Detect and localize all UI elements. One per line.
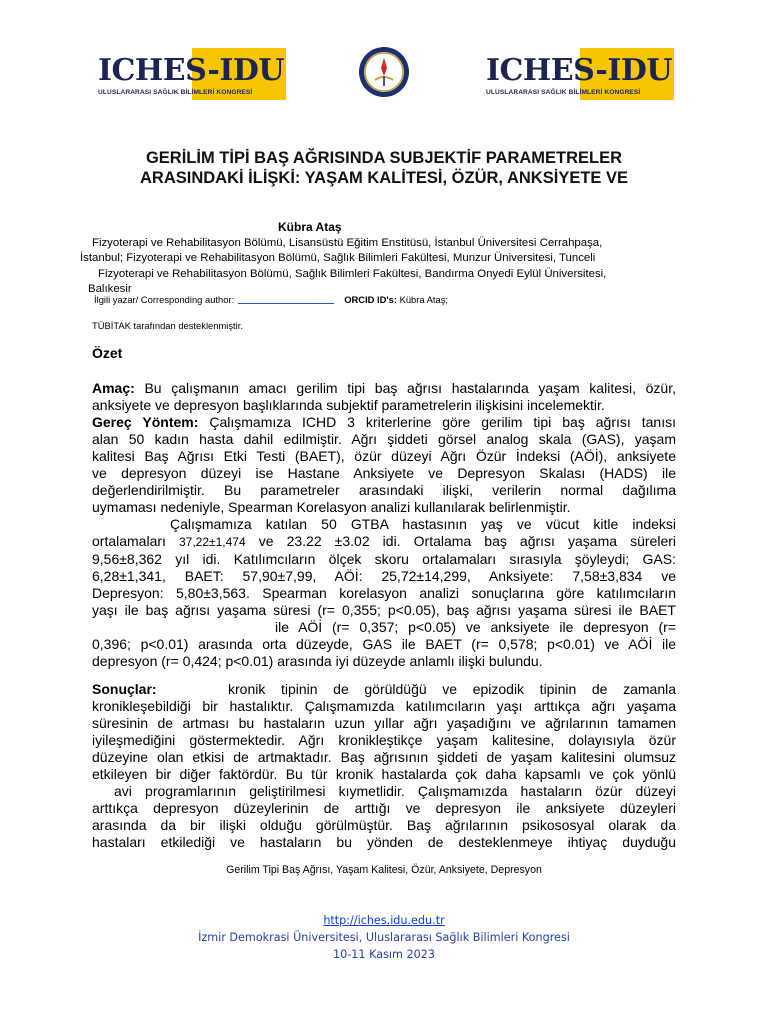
conclusions-text: kronik tipinin de görüldüğü ve epizodik tipinin de zamanla [228,681,676,697]
conclusions-text: kronikleşebildiği bir hastalıktır. Çalışmamızda katılımcıların yaşı arttıkça ağrı yaşama [92,698,676,714]
results-text: Çalışmamıza katılan 50 GTBA hastasının yaş ve vücut kitle indeksi [170,516,676,532]
logo-wordmark: ICHES-IDU [486,53,673,88]
conclusions-text: iyileşmediğini göstermektedir. Ağrı kronikleştikçe yaşam kalitesine, dolayısıyla özür [92,732,676,748]
results-text: yaşı ile baş ağrısı yaşama süresi (r= 0,355; p<0.05), baş ağrısı yaşama süresi ile BAET [92,602,676,618]
logo-subtitle: ULUSLARARASI SAĞLIK BİLİMLERİ KONGRESİ [486,89,641,96]
results-age-value: 37,22±1,474 [179,535,246,549]
abstract-aim-method [92,380,676,516]
aim-text: Bu çalışmanın amacı gerilim tipi baş ağrısı hastalarında yaşam kalitesi, özür, [134,380,676,396]
orcid-value: Kübra Ataş; [399,294,449,305]
author-name: Kübra Ataş [278,220,342,234]
abstract-heading: Özet [92,345,123,361]
abstract-results [92,516,676,670]
conclusions-text: hastaları etkilediği ve hastaların bu yönden de desteklenmeye ihtiyaç duyduğu [92,834,676,850]
results-text: 6,28±1,341, BAET: 57,90±7,99, AÖİ: 25,72±14,299, Anksiyete: 7,58±3,834 ve [92,568,676,584]
corresponding-label: İlgili yazar/ Corresponding author: [94,294,235,305]
results-text: Depresyon: 5,80±3,563. Spearman korelasyon analizi sonuçlarına göre katılımcıların [92,585,676,601]
orcid-label: ORCID ID's: [344,294,397,305]
results-text: ile AÖİ (r= 0,357; p<0.05) ve anksiyete ile depresyon (r= [275,619,676,635]
method-label: Gereç Yöntem: [92,414,199,430]
conference-website-link[interactable]: http://iches.idu.edu.tr [323,914,445,927]
title-line: GERİLİM TİPİ BAŞ AĞRISINDA SUBJEKTİF PARAMETRELER [145,149,623,167]
conclusions-text: etkileyen bir diğer faktördür. Bu tür kronik hastalarda çok daha kapsamlı ve çok yönlü [92,766,676,782]
results-text: ve 23.22 ±3.02 idi. Ortalama baş ağrısı yaşama süreleri [245,533,676,549]
keywords: Gerilim Tipi Baş Ağrısı, Yaşam Kalitesi, Özür, Anksiyete, Depresyon [226,864,542,876]
funding-note: TÜBİTAK tarafından desteklenmiştir. [92,320,243,331]
results-text: 9,56±8,362 yıl idi. Katılımcıların ölçek skoru ortalamaları sırasıyla şöyleydi; GAS: [92,551,676,567]
logo-wordmark: ICHES-IDU [98,53,285,88]
paper-title [60,148,708,188]
conclusions-text: düzeyine olan etkisi de artmaktadır. Baş ağrısının şiddeti de yaşam kalitesini olumsuz [92,749,676,765]
conclusions-label: Sonuçlar: [92,681,157,697]
affiliations [80,236,690,298]
affiliation-line: Fizyoterapi ve Rehabilitasyon Bölümü, Lisansüstü Eğitim Enstitüsü, İstanbul Üniversitesi Cerrahpaşa, [92,237,603,249]
footer-date: 10-11 Kasım 2023 [333,948,435,961]
method-text: Çalışmamıza ICHD 3 kriterlerine göre gerilim tipi baş ağrısı tanısı [198,414,676,430]
iches-idu-logo-left [94,48,286,100]
title-line: ARASINDAKİ İLİŞKİ: YAŞAM KALİTESİ, ÖZÜR, ANKSİYETE VE [139,169,629,187]
affiliation-line: Balıkesir [88,283,132,296]
corresponding-blank-field [238,303,334,304]
results-text: 0,396; p<0.01) arasında orta düzeyde, GAS ile BAET (r= 0,578; p<0.01) ve AÖİ ile [92,636,676,652]
method-text: ve depresyon düzeyi ise Hastane Anksiyete ve Depresyon Skalası (HADS) ile [92,465,676,481]
iches-idu-logo-right [482,48,674,100]
results-text: depresyon (r= 0,424; p<0.01) arasında iyi düzeyde anlamlı ilişki bulundu. [92,653,543,669]
aim-label: Amaç: [92,380,135,396]
corresponding-author [94,294,448,305]
footer-url-line [0,914,768,927]
method-text: uymaması nedeniyle, Spearman Korelasyon analizi kullanılarak belirlenmiştir. [92,499,571,515]
conclusions-text: arttıkça depresyon düzeylerinin de arttığı ve depresyon ile anksiyete düzeyleri [92,800,676,816]
conclusions-text: avi programlarının geliştirilmesi kıymetlidir. Çalışmamızda hastaların özür düzeyi [114,783,676,799]
method-text: değerlendirilmiştir. Bu parametreler arasındaki ilişki, verilerin normal dağılıma [92,482,676,498]
results-text: ortalamaları [92,533,179,549]
conclusions-text: arasında da bir ilişki olduğu görülmüştür. Baş ağrılarının psikososyal olarak da [92,817,676,833]
affiliation-line: İstanbul; Fizyoterapi ve Rehabilitasyon Bölümü, Sağlık Bilimleri Fakültesi, Munzur Üniversitesi, Tunceli [80,252,596,265]
abstract-conclusions [92,681,676,851]
footer-organizer: İzmir Demokrasi Üniversitesi, Uluslararası Sağlık Bilimleri Kongresi [198,931,570,944]
logo-subtitle: ULUSLARARASI SAĞLIK BİLİMLERİ KONGRESİ [98,89,253,96]
conclusions-text: süresinin de artması bu hastaların uzun yıllar ağrı yaşadığını ve ağrılarının tamamen [92,715,676,731]
method-text: kalitesi Baş Ağrısı Etki Testi (BAET), özür düzeyi Ağrı Özür İndeksi (AÖİ), anksiyete [92,448,676,464]
affiliation-line: Fizyoterapi ve Rehabilitasyon Bölümü, Sağlık Bilimleri Fakültesi, Bandırma Onyedi Eylül Üniversitesi, [98,267,607,280]
aim-text: anksiyete ve depresyon başlıklarında subjektif parametrelerin ilişkisini incelemektir. [92,397,605,413]
method-text: alan 50 kadın hasta dahil edilmiştir. Ağrı şiddeti görsel analog skala (GAS), yaşam [92,431,676,447]
university-seal-icon [358,46,410,98]
